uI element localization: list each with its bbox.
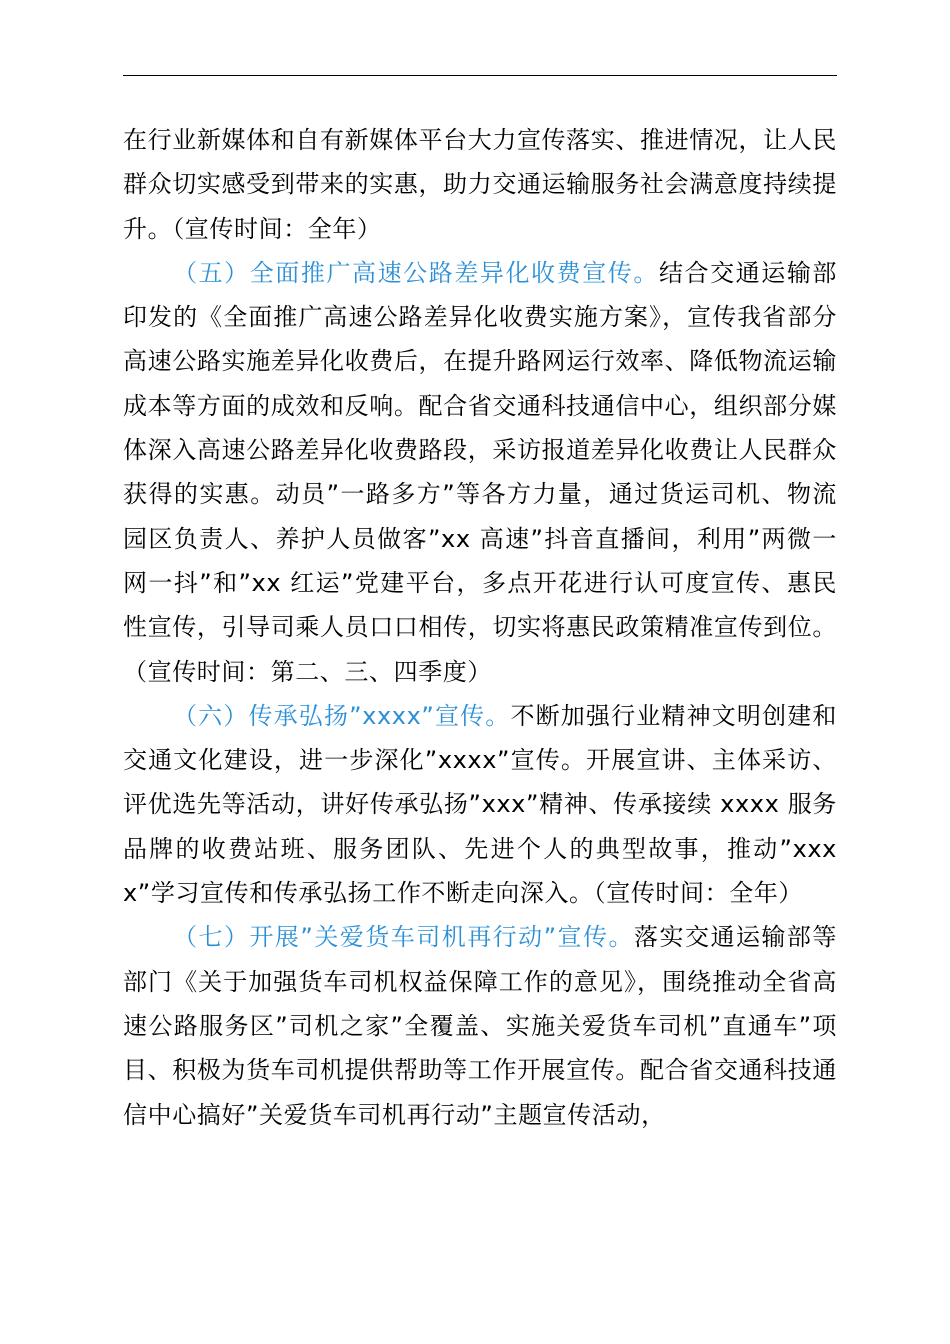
paragraph-text: 结合交通运输部印发的《全面推广高速公路差异化收费实施方案》，宣传我省部分高速公路实施差异化收费后，在提升路网运行效率、降低物流运输成本等方面的成效和反响。配合省交通科技通信中心，组织部分媒体深入高速公路差异化收费路段，采访报道差异化收费让人民群众获得的实惠。动员”一路多方”等各方力量，通过货运司机、物流园区负责人、养护人员做客”xx 高速”抖音直播间，利用”两微一网一抖”和”xx 红运”党建平台，多点开花进行认可度宣传、惠民性宣传，引导司乘人员口口相传，切实将惠民政策精准宣传到位。（宣传时间：第二、三、四季度）	[123, 258, 837, 686]
paragraph-continued	[123, 118, 837, 251]
paragraph-text: 不断加强行业精神文明创建和交通文化建设，进一步深化”xxxx”宣传。开展宣讲、主体采访、评优选先等活动，讲好传承弘扬”xxx”精神、传承接续 xxxx 服务品牌的收费站班、服务团队、先进个人的典型故事，推动”xxxx”学习宣传和传承弘扬工作不断走向深入。（宣传时间：全年）	[123, 701, 837, 908]
paragraph-section-5	[123, 251, 837, 694]
section-heading: （六）传承弘扬”xxxx”宣传。	[173, 701, 511, 730]
section-heading: （五）全面推广高速公路差异化收费宣传。	[173, 258, 659, 287]
paragraph-text: 落实交通运输部等部门《关于加强货车司机权益保障工作的意见》，围绕推动全省高速公路服务区”司机之家”全覆盖、实施关爱货车司机”直通车”项目、积极为货车司机提供帮助等工作开展宣传。配合省交通科技通信中心搞好”关爱货车司机再行动”主题宣传活动，	[123, 923, 837, 1129]
document-body	[123, 118, 837, 1137]
paragraph-section-7	[123, 915, 837, 1136]
paragraph-section-6	[123, 694, 837, 915]
paragraph-text: 在行业新媒体和自有新媒体平台大力宣传落实、推进情况，让人民群众切实感受到带来的实惠，助力交通运输服务社会满意度持续提升。（宣传时间：全年）	[123, 126, 837, 243]
section-heading: （七）开展”关爱货车司机再行动”宣传。	[173, 923, 635, 952]
header-rule	[123, 75, 837, 76]
